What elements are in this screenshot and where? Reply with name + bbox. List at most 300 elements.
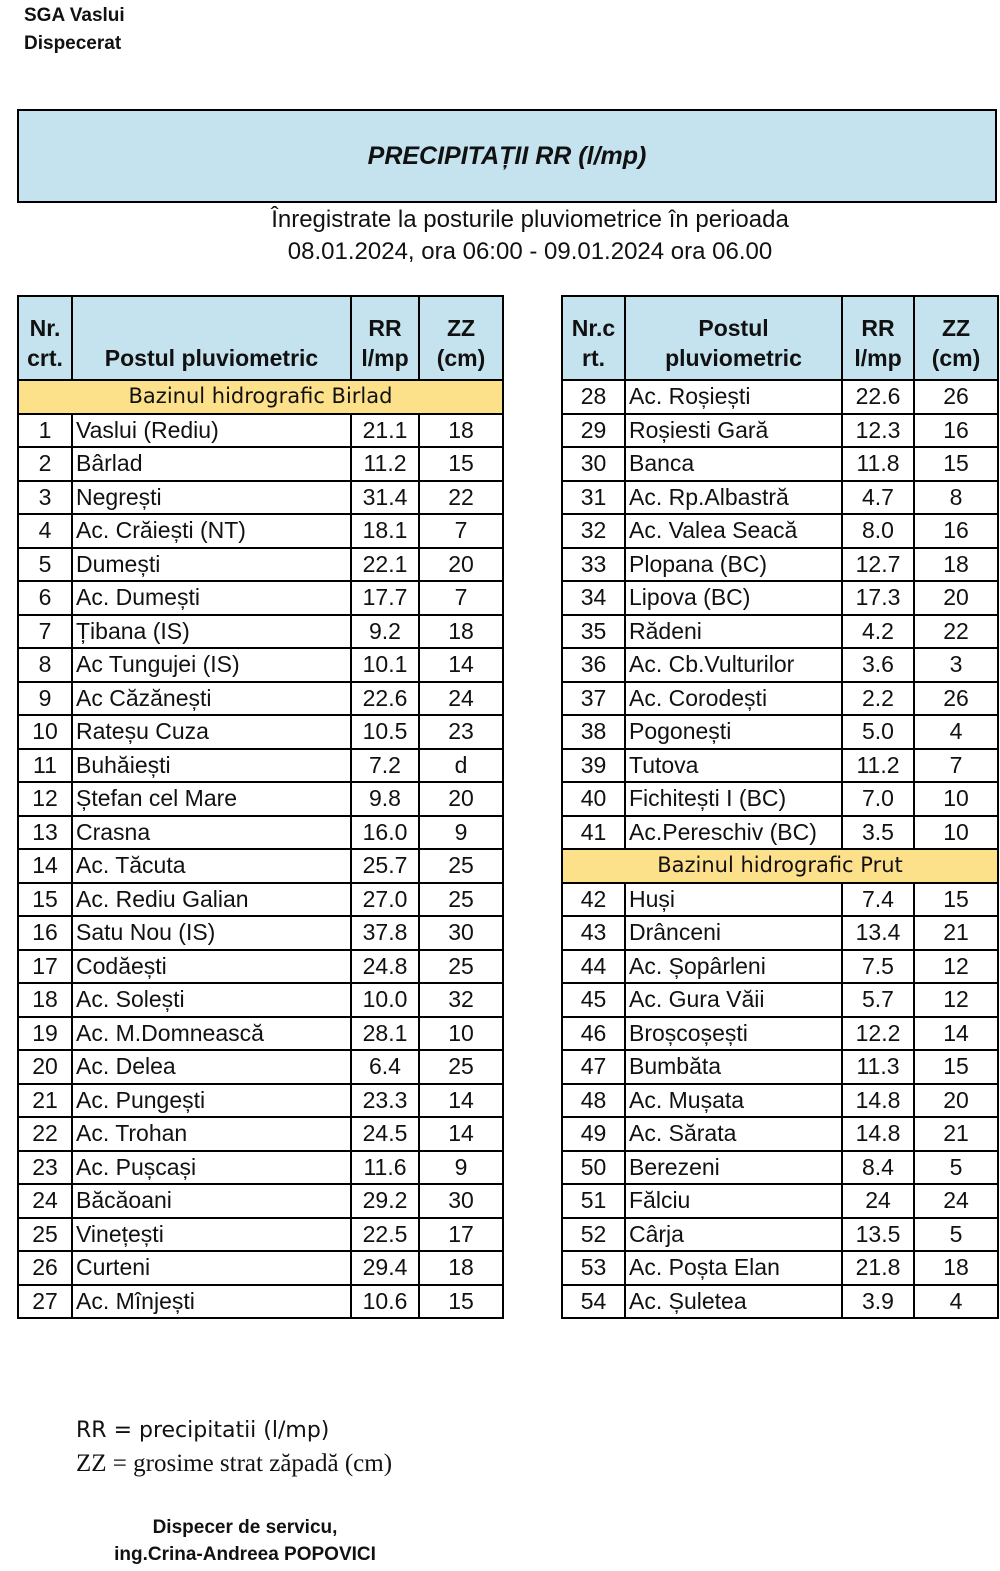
header-nr: Nr. crt. <box>18 296 72 380</box>
zz-value: 18 <box>419 414 503 448</box>
zz-value: 14 <box>914 1017 998 1051</box>
station-number: 14 <box>18 849 72 883</box>
station-number: 8 <box>18 648 72 682</box>
zz-value: 5 <box>914 1218 998 1252</box>
zz-value: 18 <box>419 1251 503 1285</box>
rr-value: 10.0 <box>351 983 419 1017</box>
zz-value: 17 <box>419 1218 503 1252</box>
station-number: 27 <box>18 1285 72 1319</box>
legend <box>76 1414 392 1480</box>
table-header-row <box>562 296 998 380</box>
zz-value: 14 <box>419 1117 503 1151</box>
station-number: 47 <box>562 1050 625 1084</box>
station-number: 2 <box>18 447 72 481</box>
rr-value: 22.6 <box>842 380 914 414</box>
table-row <box>562 1184 998 1218</box>
table-row <box>18 1084 503 1118</box>
station-number: 51 <box>562 1184 625 1218</box>
rr-value: 11.2 <box>842 749 914 783</box>
station-name: Cârja <box>625 1218 842 1252</box>
zz-value: 26 <box>914 380 998 414</box>
rr-value: 9.2 <box>351 615 419 649</box>
table-row <box>562 1017 998 1051</box>
rr-value: 10.1 <box>351 648 419 682</box>
zz-value: 25 <box>419 849 503 883</box>
rr-value: 10.6 <box>351 1285 419 1319</box>
rr-value: 22.1 <box>351 548 419 582</box>
table-row <box>18 950 503 984</box>
rr-value: 31.4 <box>351 481 419 515</box>
station-number: 41 <box>562 816 625 850</box>
station-name: Huși <box>625 883 842 917</box>
station-number: 23 <box>18 1151 72 1185</box>
section-birlad: Bazinul hidrografic Birlad <box>18 380 503 414</box>
zz-value: 15 <box>914 447 998 481</box>
station-number: 33 <box>562 548 625 582</box>
rr-value: 13.4 <box>842 916 914 950</box>
table-row <box>562 1084 998 1118</box>
rr-value: 12.3 <box>842 414 914 448</box>
zz-value: 10 <box>419 1017 503 1051</box>
station-number: 7 <box>18 615 72 649</box>
station-name: Ac. Crăiești (NT) <box>72 514 351 548</box>
zz-value: 25 <box>419 883 503 917</box>
station-number: 43 <box>562 916 625 950</box>
table-row <box>18 447 503 481</box>
rr-value: 5.7 <box>842 983 914 1017</box>
table-row <box>562 883 998 917</box>
station-number: 24 <box>18 1184 72 1218</box>
table-row <box>18 1117 503 1151</box>
zz-value: 20 <box>419 548 503 582</box>
zz-value: 15 <box>419 1285 503 1319</box>
station-number: 31 <box>562 481 625 515</box>
station-number: 5 <box>18 548 72 582</box>
station-name: Buhăiești <box>72 749 351 783</box>
station-name: Ac. Șopârleni <box>625 950 842 984</box>
table-row <box>18 849 503 883</box>
zz-value: 15 <box>419 447 503 481</box>
station-number: 21 <box>18 1084 72 1118</box>
rr-value: 17.7 <box>351 581 419 615</box>
rr-value: 3.6 <box>842 648 914 682</box>
rr-value: 24.8 <box>351 950 419 984</box>
table-row <box>562 950 998 984</box>
station-number: 1 <box>18 414 72 448</box>
station-name: Ac. Cb.Vulturilor <box>625 648 842 682</box>
table-row <box>562 983 998 1017</box>
station-number: 40 <box>562 782 625 816</box>
table-row <box>18 1251 503 1285</box>
station-name: Tutova <box>625 749 842 783</box>
rr-value: 18.1 <box>351 514 419 548</box>
zz-value: 20 <box>419 782 503 816</box>
station-name: Broșcoșești <box>625 1017 842 1051</box>
rr-value: 22.6 <box>351 682 419 716</box>
station-name: Crasna <box>72 816 351 850</box>
station-number: 29 <box>562 414 625 448</box>
zz-value: 20 <box>914 581 998 615</box>
station-name: Codăești <box>72 950 351 984</box>
station-number: 53 <box>562 1251 625 1285</box>
zz-value: 25 <box>419 1050 503 1084</box>
zz-value: 10 <box>914 782 998 816</box>
zz-value: 26 <box>914 682 998 716</box>
station-name: Ac. Valea Seacă <box>625 514 842 548</box>
table-row <box>18 816 503 850</box>
zz-value: 7 <box>914 749 998 783</box>
station-name: Bârlad <box>72 447 351 481</box>
zz-value: 24 <box>419 682 503 716</box>
table-row <box>562 916 998 950</box>
station-number: 22 <box>18 1117 72 1151</box>
station-name: Vaslui (Rediu) <box>72 414 351 448</box>
table-row <box>18 1017 503 1051</box>
station-number: 19 <box>18 1017 72 1051</box>
station-name: Ac. Rediu Galian <box>72 883 351 917</box>
station-name: Rateșu Cuza <box>72 715 351 749</box>
zz-value: 7 <box>419 514 503 548</box>
rr-value: 9.8 <box>351 782 419 816</box>
station-number: 16 <box>18 916 72 950</box>
station-name: Berezeni <box>625 1151 842 1185</box>
header-post: Postul pluviometric <box>72 296 351 380</box>
station-name: Pogonești <box>625 715 842 749</box>
rr-value: 7.2 <box>351 749 419 783</box>
right-precipitation-table <box>561 295 999 1319</box>
station-number: 49 <box>562 1117 625 1151</box>
zz-value: 18 <box>914 1251 998 1285</box>
station-name: Plopana (BC) <box>625 548 842 582</box>
section-prut: Bazinul hidrografic Prut <box>562 849 998 883</box>
subtitle-line-1: Înregistrate la posturile pluviometrice în perioada <box>271 206 789 233</box>
rr-value: 6.4 <box>351 1050 419 1084</box>
station-name: Ac. Delea <box>72 1050 351 1084</box>
station-name: Rădeni <box>625 615 842 649</box>
zz-value: 22 <box>914 615 998 649</box>
zz-value: 8 <box>914 481 998 515</box>
station-number: 46 <box>562 1017 625 1051</box>
rr-value: 5.0 <box>842 715 914 749</box>
zz-value: 15 <box>914 883 998 917</box>
zz-value: 14 <box>419 1084 503 1118</box>
zz-value: 25 <box>419 950 503 984</box>
table-row <box>562 447 998 481</box>
table-row <box>18 883 503 917</box>
rr-value: 7.4 <box>842 883 914 917</box>
zz-value: 4 <box>914 1285 998 1319</box>
table-row <box>562 481 998 515</box>
zz-value: 14 <box>419 648 503 682</box>
station-name: Ac. Mușata <box>625 1084 842 1118</box>
table-row <box>562 514 998 548</box>
table-row <box>562 816 998 850</box>
table-row <box>562 581 998 615</box>
station-name: Ac. Trohan <box>72 1117 351 1151</box>
station-number: 38 <box>562 715 625 749</box>
rr-value: 24 <box>842 1184 914 1218</box>
rr-value: 4.2 <box>842 615 914 649</box>
station-number: 26 <box>18 1251 72 1285</box>
station-number: 37 <box>562 682 625 716</box>
station-number: 12 <box>18 782 72 816</box>
zz-value: 20 <box>914 1084 998 1118</box>
org-department: Dispecerat <box>24 33 122 54</box>
zz-value: 4 <box>914 715 998 749</box>
station-name: Ac. Pungești <box>72 1084 351 1118</box>
rr-value: 17.3 <box>842 581 914 615</box>
station-number: 18 <box>18 983 72 1017</box>
signature-name: ing.Crina-Andreea POPOVICI <box>114 1544 376 1565</box>
zz-value: 32 <box>419 983 503 1017</box>
header-post: Postul pluviometric <box>625 296 842 380</box>
header-rr: RR l/mp <box>351 296 419 380</box>
signature-role: Dispecer de servicu, <box>152 1517 338 1538</box>
station-name: Roșiesti Gară <box>625 414 842 448</box>
table-row <box>562 1117 998 1151</box>
rr-value: 12.7 <box>842 548 914 582</box>
station-number: 34 <box>562 581 625 615</box>
station-number: 45 <box>562 983 625 1017</box>
organization-header <box>24 2 125 58</box>
rr-value: 3.9 <box>842 1285 914 1319</box>
station-number: 35 <box>562 615 625 649</box>
zz-value: 21 <box>914 1117 998 1151</box>
table-row <box>18 916 503 950</box>
station-number: 25 <box>18 1218 72 1252</box>
station-number: 30 <box>562 447 625 481</box>
table-row <box>18 1218 503 1252</box>
legend-rr: RR = precipitatii (l/mp) <box>76 1418 330 1443</box>
table-row <box>562 648 998 682</box>
station-number: 44 <box>562 950 625 984</box>
rr-value: 13.5 <box>842 1218 914 1252</box>
station-name: Dumești <box>72 548 351 582</box>
rr-value: 11.2 <box>351 447 419 481</box>
section-row <box>562 849 998 883</box>
station-name: Ac. Sărata <box>625 1117 842 1151</box>
zz-value: 9 <box>419 1151 503 1185</box>
station-name: Ac Căzănești <box>72 682 351 716</box>
station-name: Ac. Pușcași <box>72 1151 351 1185</box>
rr-value: 28.1 <box>351 1017 419 1051</box>
zz-value: 15 <box>914 1050 998 1084</box>
station-number: 13 <box>18 816 72 850</box>
zz-value: 18 <box>419 615 503 649</box>
station-number: 20 <box>18 1050 72 1084</box>
zz-value: 16 <box>914 514 998 548</box>
table-row <box>562 715 998 749</box>
rr-value: 22.5 <box>351 1218 419 1252</box>
rr-value: 2.2 <box>842 682 914 716</box>
zz-value: 16 <box>914 414 998 448</box>
rr-value: 27.0 <box>351 883 419 917</box>
table-row <box>18 648 503 682</box>
zz-value: 9 <box>419 816 503 850</box>
table-header-row <box>18 296 503 380</box>
table-row <box>562 548 998 582</box>
rr-value: 29.4 <box>351 1251 419 1285</box>
station-number: 52 <box>562 1218 625 1252</box>
station-number: 50 <box>562 1151 625 1185</box>
station-name: Ștefan cel Mare <box>72 782 351 816</box>
station-number: 48 <box>562 1084 625 1118</box>
zz-value: 23 <box>419 715 503 749</box>
rr-value: 24.5 <box>351 1117 419 1151</box>
station-number: 6 <box>18 581 72 615</box>
station-name: Ac.Pereschiv (BC) <box>625 816 842 850</box>
table-row <box>562 1285 998 1319</box>
station-name: Ac. M.Domnească <box>72 1017 351 1051</box>
table-row <box>18 548 503 582</box>
station-name: Satu Nou (IS) <box>72 916 351 950</box>
subtitle-period: 08.01.2024, ora 06:00 - 09.01.2024 ora 06.00 <box>287 238 773 265</box>
table-row <box>562 414 998 448</box>
table-row <box>562 1218 998 1252</box>
station-name: Ac. Șuletea <box>625 1285 842 1319</box>
station-name: Ac. Poșta Elan <box>625 1251 842 1285</box>
station-name: Ac. Roșiești <box>625 380 842 414</box>
rr-value: 11.8 <box>842 447 914 481</box>
header-zz: ZZ (cm) <box>914 296 998 380</box>
zz-value: 12 <box>914 950 998 984</box>
table-row <box>562 380 998 414</box>
table-row <box>18 1151 503 1185</box>
table-row <box>18 414 503 448</box>
zz-value: 10 <box>914 816 998 850</box>
zz-value: 24 <box>914 1184 998 1218</box>
rr-value: 14.8 <box>842 1084 914 1118</box>
station-name: Ac. Dumești <box>72 581 351 615</box>
rr-value: 7.0 <box>842 782 914 816</box>
rr-value: 8.0 <box>842 514 914 548</box>
rr-value: 21.8 <box>842 1251 914 1285</box>
station-number: 36 <box>562 648 625 682</box>
zz-value: 30 <box>419 1184 503 1218</box>
rr-value: 14.8 <box>842 1117 914 1151</box>
station-name: Ac. Gura Văii <box>625 983 842 1017</box>
station-number: 17 <box>18 950 72 984</box>
station-number: 42 <box>562 883 625 917</box>
table-row <box>562 1050 998 1084</box>
station-name: Bumbăta <box>625 1050 842 1084</box>
header-rr: RR l/mp <box>842 296 914 380</box>
table-row <box>18 481 503 515</box>
zz-value: 12 <box>914 983 998 1017</box>
zz-value: d <box>419 749 503 783</box>
rr-value: 4.7 <box>842 481 914 515</box>
table-row <box>18 983 503 1017</box>
table-row <box>18 682 503 716</box>
station-name: Lipova (BC) <box>625 581 842 615</box>
station-number: 3 <box>18 481 72 515</box>
zz-value: 21 <box>914 916 998 950</box>
table-row <box>18 1050 503 1084</box>
rr-value: 25.7 <box>351 849 419 883</box>
zz-value: 3 <box>914 648 998 682</box>
rr-value: 12.2 <box>842 1017 914 1051</box>
table-row <box>562 615 998 649</box>
station-name: Fălciu <box>625 1184 842 1218</box>
station-name: Ac. Corodești <box>625 682 842 716</box>
rr-value: 8.4 <box>842 1151 914 1185</box>
station-name: Ac. Rp.Albastră <box>625 481 842 515</box>
station-name: Ac. Tăcuta <box>72 849 351 883</box>
rr-value: 37.8 <box>351 916 419 950</box>
report-title: PRECIPITAȚII RR (l/mp) <box>367 141 647 170</box>
report-subtitle <box>17 204 1000 268</box>
table-row <box>18 1184 503 1218</box>
table-row <box>18 615 503 649</box>
org-name: SGA Vaslui <box>24 5 125 26</box>
table-row <box>18 782 503 816</box>
rr-value: 21.1 <box>351 414 419 448</box>
station-number: 39 <box>562 749 625 783</box>
table-row <box>18 1285 503 1319</box>
table-row <box>18 514 503 548</box>
rr-value: 11.3 <box>842 1050 914 1084</box>
station-name: Ac. Solești <box>72 983 351 1017</box>
left-precipitation-table <box>17 295 504 1319</box>
rr-value: 7.5 <box>842 950 914 984</box>
station-number: 28 <box>562 380 625 414</box>
rr-value: 11.6 <box>351 1151 419 1185</box>
rr-value: 23.3 <box>351 1084 419 1118</box>
rr-value: 10.5 <box>351 715 419 749</box>
rr-value: 3.5 <box>842 816 914 850</box>
zz-value: 5 <box>914 1151 998 1185</box>
station-number: 4 <box>18 514 72 548</box>
station-number: 32 <box>562 514 625 548</box>
legend-zz: ZZ = grosime strat zăpadă (cm) <box>76 1450 393 1477</box>
table-row <box>562 1251 998 1285</box>
station-name: Banca <box>625 447 842 481</box>
station-name: Ac Tungujei (IS) <box>72 648 351 682</box>
station-name: Ac. Mînjești <box>72 1285 351 1319</box>
station-number: 11 <box>18 749 72 783</box>
station-number: 9 <box>18 682 72 716</box>
station-name: Țibana (IS) <box>72 615 351 649</box>
report-title-box <box>17 109 997 203</box>
station-number: 54 <box>562 1285 625 1319</box>
table-row <box>562 682 998 716</box>
header-zz: ZZ (cm) <box>419 296 503 380</box>
table-row <box>562 1151 998 1185</box>
station-name: Curteni <box>72 1251 351 1285</box>
table-row <box>18 581 503 615</box>
table-row <box>18 749 503 783</box>
zz-value: 7 <box>419 581 503 615</box>
rr-value: 16.0 <box>351 816 419 850</box>
rr-value: 29.2 <box>351 1184 419 1218</box>
station-number: 10 <box>18 715 72 749</box>
station-name: Băcăoani <box>72 1184 351 1218</box>
station-number: 15 <box>18 883 72 917</box>
header-nr: Nr.c rt. <box>562 296 625 380</box>
table-row <box>18 715 503 749</box>
table-row <box>562 782 998 816</box>
station-name: Vinețești <box>72 1218 351 1252</box>
station-name: Drânceni <box>625 916 842 950</box>
zz-value: 18 <box>914 548 998 582</box>
zz-value: 30 <box>419 916 503 950</box>
signature <box>60 1514 430 1568</box>
station-name: Fichitești I (BC) <box>625 782 842 816</box>
zz-value: 22 <box>419 481 503 515</box>
table-row <box>562 749 998 783</box>
section-row <box>18 380 503 414</box>
station-name: Negrești <box>72 481 351 515</box>
